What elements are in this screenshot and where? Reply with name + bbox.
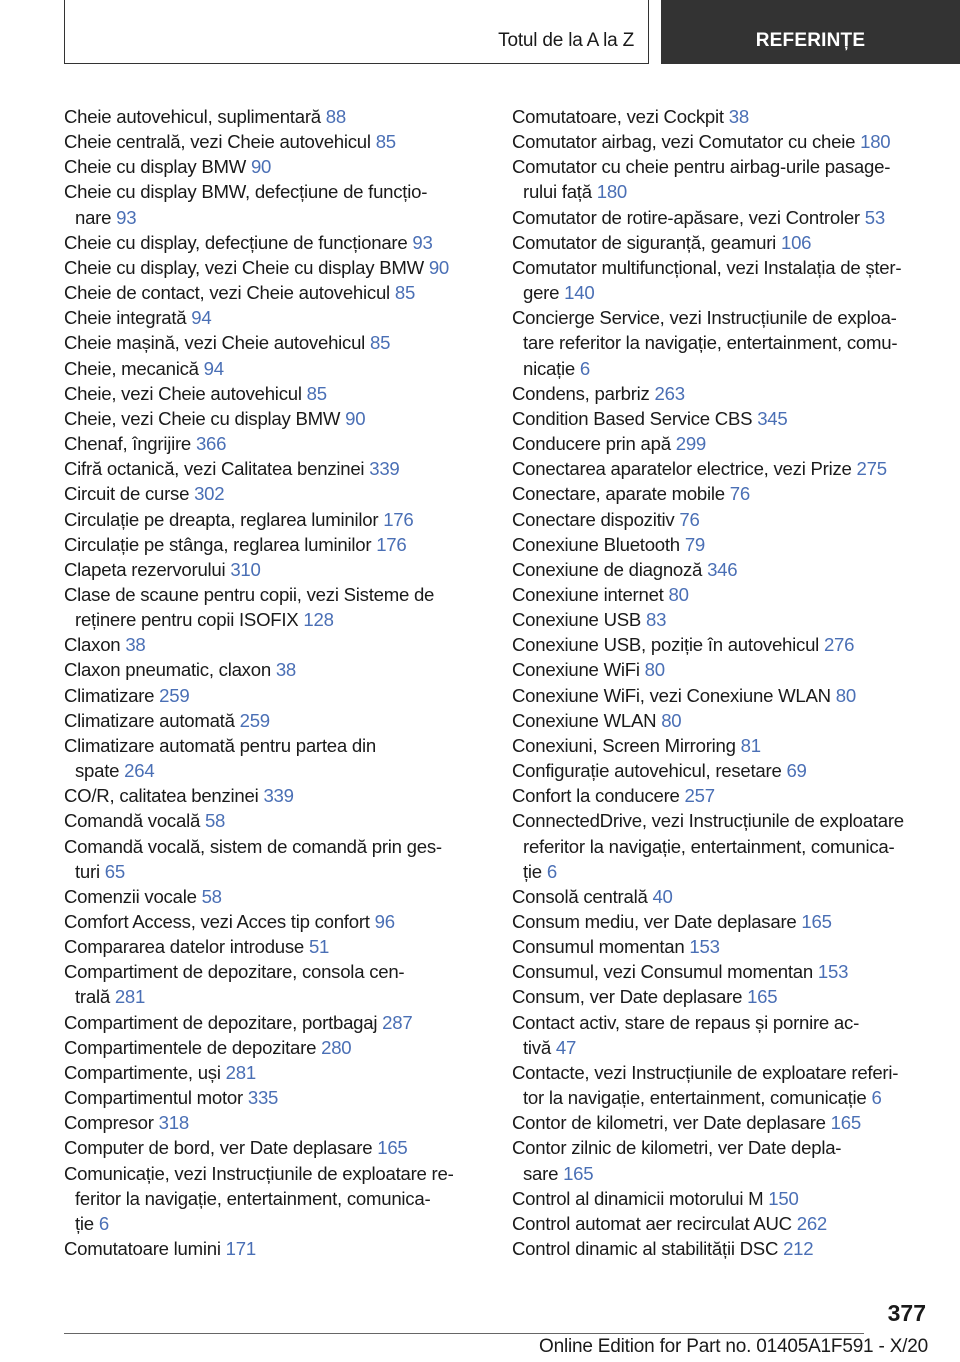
index-entry	[512, 1211, 932, 1236]
index-entry-text: Conexiune Bluetooth	[512, 533, 680, 555]
index-entry-text: Conectare, aparate mobile	[512, 483, 725, 505]
index-entry-text: Compartimentele de depozitare	[64, 1036, 317, 1058]
index-entry	[64, 683, 482, 708]
index-page-link[interactable]: 281	[225, 1061, 256, 1083]
index-entry-text: ție	[523, 860, 542, 882]
index-entry	[512, 783, 932, 808]
index-page-link[interactable]: 58	[201, 885, 222, 907]
index-entry-text: Compararea datelor introduse	[64, 936, 305, 958]
index-page-link[interactable]: 6	[98, 1212, 109, 1234]
index-entry-text: Consum, ver Date deplasare	[512, 986, 743, 1008]
index-entry-text: Conexiune WiFi, vezi Conexiune WLAN	[512, 684, 831, 706]
index-entry	[64, 557, 482, 582]
index-entry-text: Cheie autovehicul, suplimentară	[64, 106, 321, 127]
index-page-link[interactable]: 339	[369, 458, 400, 480]
index-entry-text: Cheie cu display, vezi Cheie cu display BMW	[64, 256, 424, 278]
index-page-link[interactable]: 80	[835, 684, 856, 706]
index-entry-text: Cheie, vezi Cheie cu display BMW	[64, 407, 341, 429]
index-page-link[interactable]: 150	[768, 1187, 799, 1209]
index-entry-text: Condition Based Service CBS	[512, 407, 753, 429]
index-entry-text: CO/R, calitatea benzinei	[64, 785, 259, 807]
index-page-link[interactable]: 93	[412, 231, 433, 253]
index-entry	[512, 607, 932, 632]
index-entry	[64, 481, 482, 506]
index-page-link[interactable]: 6	[579, 357, 591, 379]
index-entry-text: spate	[75, 760, 120, 782]
index-entry	[64, 733, 482, 783]
index-entry-text: Cheie mașină, vezi Cheie autovehicul	[64, 332, 366, 354]
index-entry-text: Consum mediu, ver Date deplasare	[512, 911, 797, 932]
index-entry	[512, 632, 932, 657]
index-entry-text: Climatizare automată	[64, 709, 235, 731]
index-entry-text: Conexiune WiFi	[512, 659, 640, 681]
index-page-link[interactable]: 165	[747, 986, 778, 1008]
index-page-link[interactable]: 6	[871, 1087, 882, 1109]
index-entry	[64, 1236, 482, 1261]
index-entry	[512, 255, 932, 305]
index-entry	[64, 1035, 482, 1060]
index-entry	[64, 381, 482, 406]
index-entry-text: Comutator multifuncțional, vezi Instalația de șter-	[512, 256, 902, 278]
index-entry-text: Cheie cu display BMW, defecțiune de funcțio-	[64, 181, 428, 203]
index-entry-text: Climatizare automată pentru partea din	[64, 734, 376, 756]
index-entry-text: Consumul momentan	[512, 936, 685, 958]
index-page-link[interactable]: 94	[203, 357, 224, 379]
index-entry-text: Concierge Service, vezi Instrucțiunile de exploa-	[512, 307, 897, 329]
index-entry-text: Compresor	[64, 1112, 154, 1134]
index-page-link[interactable]: 85	[394, 282, 416, 304]
index-entry	[64, 1010, 482, 1035]
index-page-link[interactable]: 176	[376, 533, 407, 555]
index-entry-text: Conexiune de diagnoză	[512, 558, 703, 580]
index-entry	[512, 456, 932, 481]
index-entry-text: ConnectedDrive, vezi Instrucțiunile de exploatare	[512, 810, 904, 832]
index-entry-text: Conexiune internet	[512, 583, 664, 605]
index-entry-text: tor la navigație, entertainment, comunicație	[523, 1087, 867, 1109]
index-entry-text: Claxon pneumatic, claxon	[64, 659, 271, 681]
index-entry	[512, 557, 932, 582]
index-entry-text: Control al dinamicii motorului M	[512, 1187, 764, 1209]
index-entry	[512, 984, 932, 1009]
index-entry	[64, 1161, 482, 1236]
index-entry-text: Comutatoare lumini	[64, 1238, 221, 1260]
index-entry-text: Consumul, vezi Consumul momentan	[512, 961, 813, 983]
index-entry-text: trală	[75, 986, 110, 1008]
index-entry	[512, 758, 932, 783]
index-entry-text: Cheie cu display BMW	[64, 156, 247, 178]
index-entry	[512, 507, 932, 532]
index-page-link[interactable]: 47	[555, 1036, 577, 1058]
index-entry-text: Comandă vocală, sistem de comandă prin ges-	[64, 835, 442, 857]
index-entry	[64, 632, 482, 657]
index-entry	[64, 934, 482, 959]
index-page-link[interactable]: 259	[239, 709, 270, 731]
index-entry	[512, 1010, 932, 1060]
index-entry	[64, 179, 482, 229]
index-entry	[512, 733, 932, 758]
index-entry	[512, 1186, 932, 1211]
index-entry-text: ție	[75, 1212, 94, 1234]
index-page-link[interactable]: 90	[250, 156, 272, 178]
index-entry-text: Comutator de siguranță, geamuri	[512, 231, 777, 253]
index-entry	[64, 1085, 482, 1110]
index-entry-text: Comunicație, vezi Instrucțiunile de exploatare re-	[64, 1162, 454, 1184]
index-page-link[interactable]: 38	[275, 659, 297, 681]
index-page-link[interactable]: 76	[729, 483, 750, 505]
index-entry	[64, 305, 482, 330]
index-entry	[64, 1135, 482, 1160]
index-entry	[512, 205, 932, 230]
index-page-link[interactable]: 280	[321, 1036, 352, 1058]
index-entry	[512, 657, 932, 682]
index-page-link[interactable]: 90	[345, 407, 366, 429]
index-entry-text: Configurație autovehicul, resetare	[512, 760, 782, 782]
index-entry	[64, 406, 482, 431]
index-entry-text: rului față	[523, 181, 592, 203]
index-entry-text: Comutatoare, vezi Cockpit	[512, 106, 724, 127]
index-entry	[512, 305, 932, 380]
index-entry	[64, 431, 482, 456]
index-page-link[interactable]: 83	[645, 609, 667, 631]
index-entry-text: Conexiune USB	[512, 609, 642, 631]
index-page-link[interactable]: 96	[374, 911, 395, 932]
index-entry	[512, 708, 932, 733]
index-entry-text: Cheie, vezi Cheie autovehicul	[64, 382, 302, 404]
index-page-link[interactable]: 287	[382, 1011, 413, 1033]
index-entry	[64, 1060, 482, 1085]
index-page-link[interactable]: 310	[230, 558, 261, 580]
index-page-link[interactable]: 335	[247, 1087, 279, 1109]
index-entry	[64, 834, 482, 884]
index-page-link[interactable]: 76	[679, 508, 700, 530]
index-entry	[64, 884, 482, 909]
index-page-link[interactable]: 85	[375, 131, 396, 153]
index-page-link[interactable]: 165	[830, 1112, 861, 1134]
index-entry	[512, 959, 932, 984]
index-entry-text: Comutator cu cheie pentru airbag-urile pasage-	[512, 156, 891, 178]
index-entry-text: Conexiune WLAN	[512, 709, 657, 731]
index-entry	[64, 582, 482, 632]
index-entry	[64, 280, 482, 305]
index-page-link[interactable]: 38	[125, 634, 146, 656]
index-page-link[interactable]: 80	[661, 709, 682, 731]
index-page-link[interactable]: 51	[308, 936, 330, 958]
index-page-link[interactable]: 212	[783, 1238, 814, 1260]
index-entry	[64, 104, 482, 129]
index-page-link[interactable]: 180	[596, 181, 628, 203]
index-entry	[64, 129, 482, 154]
index-entry-text: Condens, parbriz	[512, 382, 650, 404]
index-entry-text: Clase de scaune pentru copii, vezi Sisteme de	[64, 583, 435, 605]
index-page-link[interactable]: 302	[194, 483, 225, 505]
index-page-link[interactable]: 69	[786, 760, 807, 782]
index-entry-text: Compartiment de depozitare, consola cen-	[64, 961, 405, 983]
index-entry	[64, 507, 482, 532]
index-entry	[512, 104, 932, 129]
index-page-link[interactable]: 165	[563, 1162, 594, 1184]
index-entry-text: sare	[523, 1162, 559, 1184]
index-entry	[64, 959, 482, 1009]
index-entry-text: Comutator airbag, vezi Comutator cu cheie	[512, 131, 856, 153]
index-entry	[64, 1110, 482, 1135]
index-entry-text: referitor la navigație, entertainment, comunica-	[523, 835, 895, 857]
index-page-link[interactable]: 79	[684, 533, 705, 555]
index-entry-text: Cheie cu display, defecțiune de funcționare	[64, 231, 408, 253]
index-entry-text: Computer de bord, ver Date deplasare	[64, 1137, 373, 1159]
index-page-link[interactable]: 165	[377, 1137, 408, 1159]
index-entry-text: Compartimentul motor	[64, 1087, 243, 1109]
index-entry-text: gere	[523, 282, 560, 304]
header-section-title: Totul de la A la Z	[498, 30, 634, 51]
index-page-link[interactable]: 275	[856, 458, 887, 480]
index-page-link[interactable]: 264	[124, 760, 155, 782]
index-entry-text: Cifră octanică, vezi Calitatea benzinei	[64, 458, 365, 480]
index-entry-text: Conexiuni, Screen Mirroring	[512, 734, 736, 756]
index-page-link[interactable]: 276	[823, 634, 855, 656]
index-page-link[interactable]: 53	[864, 206, 885, 228]
page-number: 377	[887, 1300, 926, 1326]
index-page-link[interactable]: 128	[303, 609, 334, 631]
index-entry-text: feritor la navigație, entertainment, comunica-	[75, 1187, 431, 1209]
index-page-link[interactable]: 81	[740, 734, 761, 756]
index-entry	[512, 532, 932, 557]
index-entry-text: Conectarea aparatelor electrice, vezi Prize	[512, 458, 852, 480]
index-entry	[512, 406, 932, 431]
index-page-link[interactable]: 366	[195, 433, 227, 455]
index-entry-text: Compartiment de depozitare, portbagaj	[64, 1011, 378, 1033]
index-entry-text: Conducere prin apă	[512, 433, 671, 455]
index-entry-text: Cheie de contact, vezi Cheie autovehicul	[64, 282, 390, 304]
index-entry	[64, 255, 482, 280]
index-entry-text: Climatizare	[64, 684, 155, 706]
index-entry	[512, 1110, 932, 1135]
index-entry	[64, 356, 482, 381]
index-page-link[interactable]: 171	[225, 1238, 256, 1260]
index-page-link[interactable]: 318	[158, 1112, 189, 1134]
index-entry	[512, 808, 932, 883]
index-entry	[64, 456, 482, 481]
index-entry-text: Comenzii vocale	[64, 885, 197, 907]
index-page-link[interactable]: 345	[757, 407, 788, 429]
header-chapter-tab	[661, 0, 960, 64]
index-entry	[512, 582, 932, 607]
index-entry-text: Contact activ, stare de repaus și pornire ac-	[512, 1011, 860, 1033]
index-page-link[interactable]: 346	[707, 558, 738, 580]
index-entry-text: nare	[75, 206, 112, 228]
index-page-link[interactable]: 85	[306, 382, 327, 404]
index-page-link[interactable]: 257	[684, 785, 715, 807]
index-page-link[interactable]: 259	[159, 684, 190, 706]
index-page-link[interactable]: 58	[204, 810, 226, 832]
index-entry	[64, 230, 482, 255]
index-page-link[interactable]: 85	[370, 332, 391, 354]
footer-divider	[64, 1333, 864, 1334]
index-entry-text: turi	[75, 860, 100, 882]
index-entry	[512, 683, 932, 708]
index-entry	[512, 1060, 932, 1110]
index-page-link[interactable]: 299	[675, 433, 707, 455]
index-entry	[512, 1135, 932, 1185]
index-entry	[512, 934, 932, 959]
index-entry	[512, 230, 932, 255]
index-page-link[interactable]: 176	[383, 508, 414, 530]
index-entry	[512, 381, 932, 406]
index-page-link[interactable]: 80	[668, 583, 689, 605]
index-entry	[512, 1236, 932, 1261]
index-entry-text: Cheie integrată	[64, 307, 187, 329]
index-entry-text: Consolă centrală	[512, 885, 648, 907]
index-page-link[interactable]: 339	[263, 785, 294, 807]
index-column-right	[512, 104, 932, 1261]
index-entry-text: Confort la conducere	[512, 785, 680, 807]
index-entry	[64, 330, 482, 355]
index-page-link[interactable]: 106	[781, 231, 812, 253]
index-page-link[interactable]: 90	[428, 256, 450, 278]
index-page-link[interactable]: 140	[564, 282, 595, 304]
footer-edition-text: Online Edition for Part no. 01405A1F591 - X/20	[539, 1336, 928, 1357]
index-entry-text: Contacte, vezi Instrucțiunile de exploatare referi-	[512, 1061, 899, 1083]
index-entry-text: reținere pentru copii ISOFIX	[75, 609, 299, 631]
index-page-link[interactable]: 281	[114, 986, 146, 1008]
index-page-link[interactable]: 165	[801, 911, 832, 932]
index-entry-text: Comfort Access, vezi Acces tip confort	[64, 911, 370, 932]
index-entry-text: Cheie, mecanică	[64, 357, 199, 379]
header-section-box	[64, 0, 649, 64]
index-entry-text: Circuit de curse	[64, 483, 190, 505]
index-entry-text: Conexiune USB, poziție în autovehicul	[512, 634, 820, 656]
index-page-link[interactable]: 93	[116, 206, 137, 228]
index-page-link[interactable]: 263	[654, 382, 685, 404]
index-entry	[64, 708, 482, 733]
index-entry	[64, 783, 482, 808]
index-entry	[64, 909, 482, 934]
index-entry	[64, 657, 482, 682]
index-page-link[interactable]: 38	[728, 106, 749, 127]
index-page-link[interactable]: 40	[652, 885, 673, 907]
index-entry	[64, 154, 482, 179]
index-entry-text: Claxon	[64, 634, 121, 656]
index-page-link[interactable]: 65	[104, 860, 125, 882]
index-entry-text: Control automat aer recirculat AUC	[512, 1212, 792, 1234]
index-entry	[512, 129, 932, 154]
index-entry	[512, 154, 932, 204]
index-page-link[interactable]: 262	[796, 1212, 828, 1234]
index-entry-text: Contor zilnic de kilometri, ver Date depla-	[512, 1137, 842, 1159]
index-entry-text: tivă	[523, 1036, 551, 1058]
index-entry	[512, 431, 932, 456]
index-entry-text: Compartimente, uși	[64, 1061, 221, 1083]
index-entry-text: Chenaf, îngrijire	[64, 433, 192, 455]
index-entry-text: Control dinamic al stabilității DSC	[512, 1238, 779, 1260]
index-page-link[interactable]: 153	[817, 961, 849, 983]
index-page-link[interactable]: 88	[325, 106, 346, 127]
index-entry	[64, 808, 482, 833]
index-entry-text: Comutator de rotire-apăsare, vezi Controler	[512, 206, 860, 228]
index-entry-text: Comandă vocală	[64, 810, 201, 832]
header-chapter-label: REFERINȚE	[755, 30, 866, 51]
index-entry	[64, 532, 482, 557]
index-column-left	[64, 104, 482, 1261]
index-entry-text: nicație	[523, 357, 575, 379]
index-page-link[interactable]: 94	[191, 307, 212, 329]
index-entry-text: Circulație pe dreapta, reglarea luminilor	[64, 508, 379, 530]
index-entry-text: Contor de kilometri, ver Date deplasare	[512, 1112, 826, 1134]
index-page-link[interactable]: 153	[689, 936, 720, 958]
index-entry-text: tare referitor la navigație, entertainment, comu-	[523, 332, 898, 354]
index-entry-text: Conectare dispozitiv	[512, 508, 675, 530]
index-page-link[interactable]: 80	[644, 659, 665, 681]
index-entry-text: Cheie centrală, vezi Cheie autovehicul	[64, 131, 371, 153]
index-entry-text: Clapeta rezervorului	[64, 558, 226, 580]
index-page-link[interactable]: 180	[860, 131, 891, 153]
index-entry	[512, 884, 932, 909]
index-entry-text: Circulație pe stânga, reglarea luminilor	[64, 533, 372, 555]
index-entry	[512, 481, 932, 506]
index-entry	[512, 909, 932, 934]
index-page-link[interactable]: 6	[546, 860, 557, 882]
